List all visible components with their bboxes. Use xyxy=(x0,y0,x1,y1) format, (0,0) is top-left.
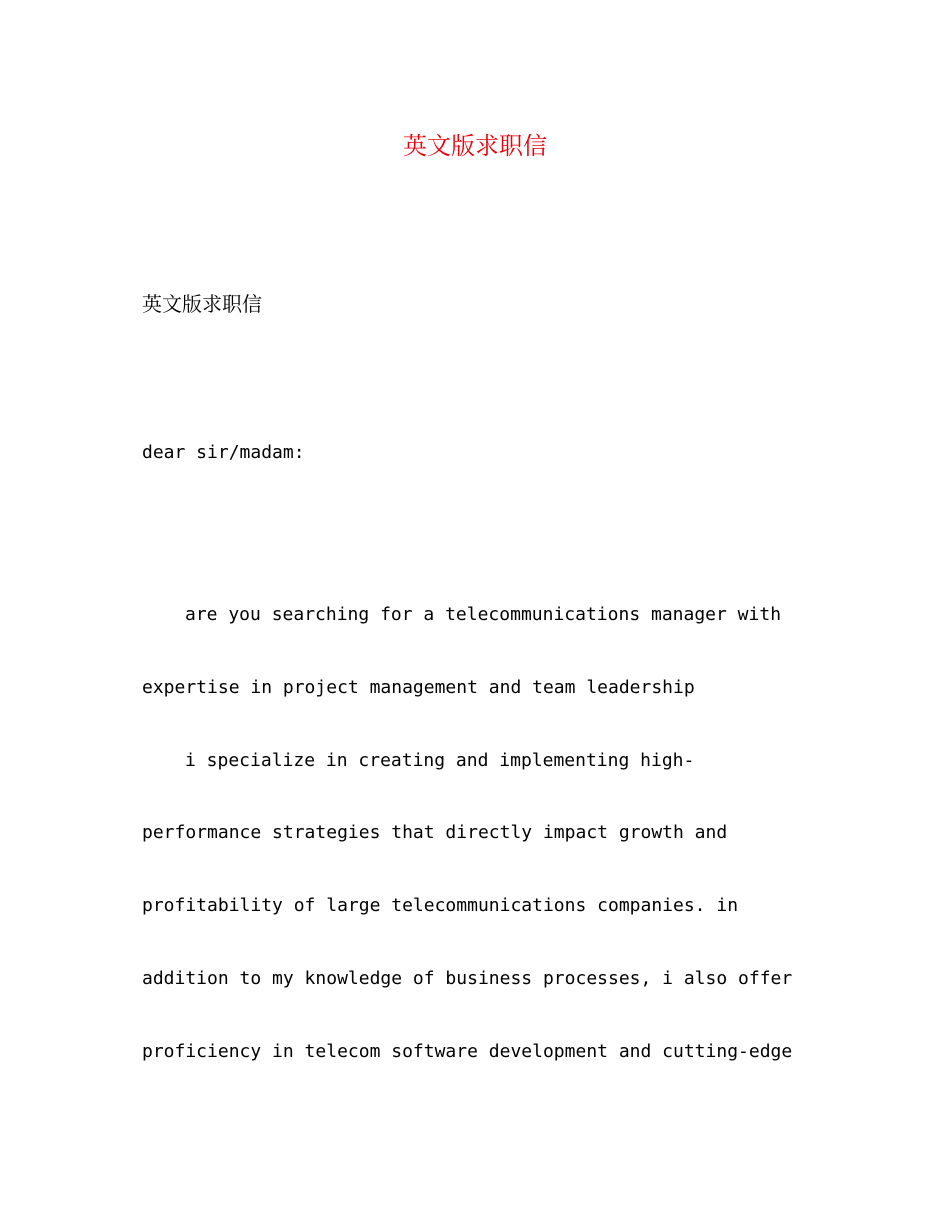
body-line: addition to my knowledge of business processes, i also offer xyxy=(142,967,793,989)
body-line: expertise in project management and team leadership xyxy=(142,676,695,698)
body-line: performance strategies that directly impact growth and xyxy=(142,822,728,844)
body-line: profitability of large telecommunications companies. in xyxy=(142,895,739,917)
letter-salutation: dear sir/madam: xyxy=(142,442,305,463)
letter-body xyxy=(142,579,822,1089)
body-line: are you searching for a telecommunications manager with xyxy=(185,604,782,625)
body-line: i specialize in creating and implementing high- xyxy=(185,749,695,771)
body-line: proficiency in telecom software development and cutting-edge xyxy=(142,1040,793,1062)
document-subheading: 英文版求职信 xyxy=(142,292,262,316)
document-title: 英文版求职信 xyxy=(403,132,547,160)
